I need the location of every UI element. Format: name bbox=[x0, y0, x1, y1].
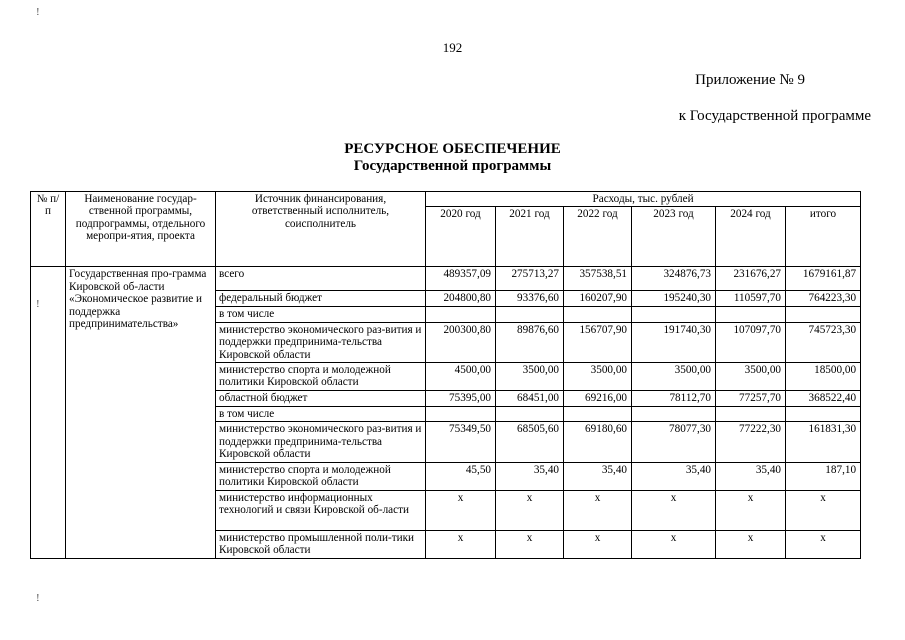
value-cell: 3500,00 bbox=[496, 363, 564, 391]
value-cell: x bbox=[426, 530, 496, 558]
value-cell: 3500,00 bbox=[564, 363, 632, 391]
value-cell bbox=[632, 307, 716, 322]
funding-source: областной бюджет bbox=[216, 391, 426, 407]
value-cell: 35,40 bbox=[716, 462, 786, 490]
value-cell bbox=[716, 307, 786, 322]
value-cell: 107097,70 bbox=[716, 322, 786, 362]
value-cell: x bbox=[426, 490, 496, 530]
funding-source: всего bbox=[216, 267, 426, 291]
value-cell bbox=[426, 407, 496, 422]
header-source: Источник финансирования, ответственный исполнитель, соисполнитель bbox=[216, 192, 426, 267]
value-cell bbox=[496, 307, 564, 322]
resource-table bbox=[30, 191, 861, 559]
header-year: 2024 год bbox=[716, 207, 786, 267]
value-cell: 75395,00 bbox=[426, 391, 496, 407]
value-cell: 3500,00 bbox=[632, 363, 716, 391]
total-cell: 161831,30 bbox=[786, 422, 861, 462]
total-cell: 18500,00 bbox=[786, 363, 861, 391]
value-cell: x bbox=[564, 530, 632, 558]
value-cell: 68505,60 bbox=[496, 422, 564, 462]
value-cell: 35,40 bbox=[632, 462, 716, 490]
value-cell bbox=[564, 407, 632, 422]
total-cell: 368522,40 bbox=[786, 391, 861, 407]
header-name: Наименование государ-ственной программы, подпрограммы, отдельного меропри-ятия, проекта bbox=[66, 192, 216, 267]
value-cell bbox=[496, 407, 564, 422]
table-body bbox=[31, 267, 861, 558]
value-cell: 35,40 bbox=[564, 462, 632, 490]
value-cell: 75349,50 bbox=[426, 422, 496, 462]
funding-source: министерство экономического раз-вития и поддержки предпринима-тельства Кировской области bbox=[216, 422, 426, 462]
total-cell: 764223,30 bbox=[786, 291, 861, 307]
total-cell: x bbox=[786, 490, 861, 530]
value-cell: 204800,80 bbox=[426, 291, 496, 307]
page-number: 192 bbox=[442, 40, 463, 55]
value-cell: 191740,30 bbox=[632, 322, 716, 362]
value-cell bbox=[426, 307, 496, 322]
value-cell: 231676,27 bbox=[716, 267, 786, 291]
value-cell: 156707,90 bbox=[564, 322, 632, 362]
value-cell: x bbox=[632, 490, 716, 530]
value-cell: 93376,60 bbox=[496, 291, 564, 307]
program-number bbox=[31, 267, 66, 558]
total-cell: 745723,30 bbox=[786, 322, 861, 362]
document-title bbox=[0, 141, 905, 175]
value-cell: x bbox=[564, 490, 632, 530]
value-cell: 110597,70 bbox=[716, 291, 786, 307]
header-year: 2023 год bbox=[632, 207, 716, 267]
value-cell: 357538,51 bbox=[564, 267, 632, 291]
header-year: 2021 год bbox=[496, 207, 564, 267]
value-cell: 35,40 bbox=[496, 462, 564, 490]
header-total: итого bbox=[786, 207, 861, 267]
table-row bbox=[31, 267, 861, 291]
value-cell: 45,50 bbox=[426, 462, 496, 490]
value-cell: 3500,00 bbox=[716, 363, 786, 391]
funding-source: министерство спорта и молодежной политики Кировской области bbox=[216, 462, 426, 490]
value-cell: 78112,70 bbox=[632, 391, 716, 407]
value-cell: 489357,09 bbox=[426, 267, 496, 291]
total-cell: x bbox=[786, 530, 861, 558]
value-cell: 69180,60 bbox=[564, 422, 632, 462]
value-cell: x bbox=[716, 530, 786, 558]
value-cell: 89876,60 bbox=[496, 322, 564, 362]
value-cell: 77257,70 bbox=[716, 391, 786, 407]
value-cell: x bbox=[496, 530, 564, 558]
funding-source: в том числе bbox=[216, 407, 426, 422]
value-cell: x bbox=[716, 490, 786, 530]
margin-mark: ! bbox=[36, 6, 40, 18]
funding-source: министерство экономического раз-вития и поддержки предпринима-тельства Кировской области bbox=[216, 322, 426, 362]
funding-source: министерство промышленной поли-тики Кировской области bbox=[216, 530, 426, 558]
value-cell: 78077,30 bbox=[632, 422, 716, 462]
value-cell: x bbox=[496, 490, 564, 530]
value-cell: 4500,00 bbox=[426, 363, 496, 391]
value-cell: 200300,80 bbox=[426, 322, 496, 362]
value-cell: 324876,73 bbox=[632, 267, 716, 291]
value-cell bbox=[632, 407, 716, 422]
funding-source: федеральный бюджет bbox=[216, 291, 426, 307]
total-cell: 1679161,87 bbox=[786, 267, 861, 291]
title-line-1: РЕСУРСНОЕ ОБЕСПЕЧЕНИЕ bbox=[344, 141, 561, 157]
value-cell: x bbox=[632, 530, 716, 558]
header-num: № п/п bbox=[31, 192, 66, 267]
total-cell bbox=[786, 307, 861, 322]
funding-source: министерство информационных технологий и связи Кировской об-ласти bbox=[216, 490, 426, 530]
value-cell bbox=[564, 307, 632, 322]
program-name: Государственная про-грамма Кировской об-ласти «Экономическое развитие и поддержка предпринимательства» bbox=[66, 267, 216, 558]
value-cell: 68451,00 bbox=[496, 391, 564, 407]
margin-mark: ! bbox=[36, 592, 40, 604]
header-year: 2020 год bbox=[426, 207, 496, 267]
appendix-label: Приложение № 9 bbox=[695, 72, 805, 88]
title-line-2: Государственной программы bbox=[353, 158, 552, 174]
total-cell bbox=[786, 407, 861, 422]
value-cell: 160207,90 bbox=[564, 291, 632, 307]
header-expenses: Расходы, тыс. рублей bbox=[426, 192, 861, 207]
appendix-reference: к Государственной программе bbox=[678, 108, 871, 124]
value-cell bbox=[716, 407, 786, 422]
funding-source: в том числе bbox=[216, 307, 426, 322]
margin-mark: ! bbox=[36, 298, 40, 310]
value-cell: 77222,30 bbox=[716, 422, 786, 462]
value-cell: 69216,00 bbox=[564, 391, 632, 407]
value-cell: 275713,27 bbox=[496, 267, 564, 291]
value-cell: 195240,30 bbox=[632, 291, 716, 307]
header-year: 2022 год bbox=[564, 207, 632, 267]
funding-source: министерство спорта и молодежной политики Кировской области bbox=[216, 363, 426, 391]
total-cell: 187,10 bbox=[786, 462, 861, 490]
